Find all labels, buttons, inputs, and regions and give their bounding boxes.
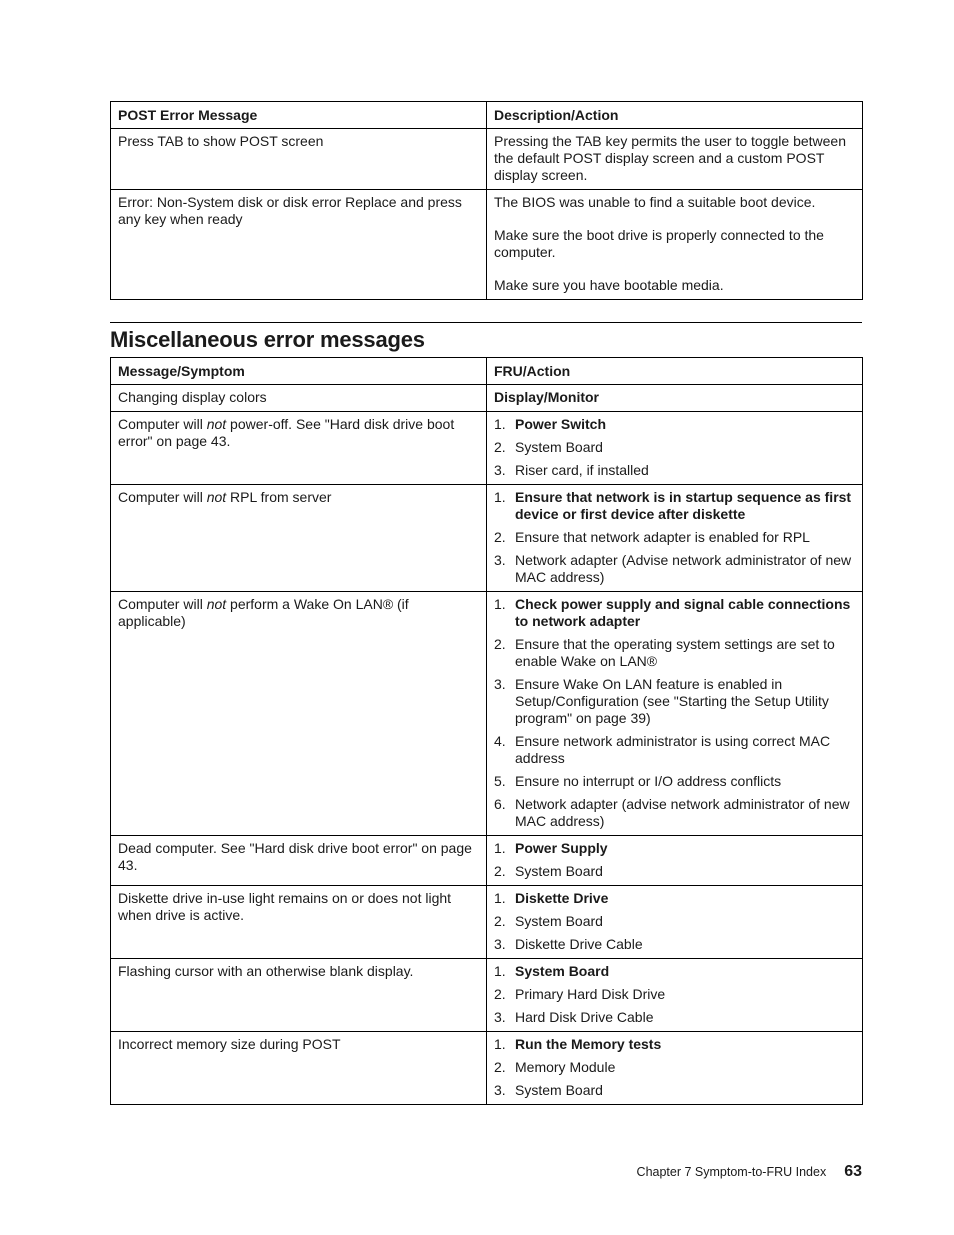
fru-action [487,412,863,485]
list-item [494,890,855,907]
description-action [487,129,863,190]
fru-list [494,489,855,586]
fru-list [494,596,855,830]
column-header: FRU/Action [487,358,863,385]
symptom-text: Diskette drive in-use light remains on or does not light when drive is active. [118,890,452,923]
list-item-text: Run the Memory tests [515,1036,662,1052]
list-item-text: Hard Disk Drive Cable [515,1009,654,1025]
list-item-number: 3. [494,552,506,568]
list-item-text: Ensure that network is in startup sequence as first device or first device after diskette [515,489,852,522]
list-item [494,596,855,630]
list-item-text: Network adapter (advise network administrator of new MAC address) [515,796,850,829]
table-row [111,129,863,190]
table-row [111,412,863,485]
page-number: 63 [844,1163,862,1180]
list-item-number: 6. [494,796,506,812]
list-item-number: 3. [494,1082,506,1098]
list-item [494,489,855,523]
list-item-number: 2. [494,986,506,1002]
list-item-number: 2. [494,863,506,879]
misc-error-table [110,357,863,1105]
list-item-text: System Board [515,439,603,455]
list-item-text: Power Switch [515,416,607,432]
list-item-number: 2. [494,636,506,652]
list-item-text: Diskette Drive Cable [515,936,643,952]
table-row [111,190,863,300]
symptom-text: power-off. See "Hard disk drive boot error" on page 43. [118,416,455,449]
message-symptom [111,886,487,959]
list-item [494,529,855,546]
fru-action [487,485,863,592]
column-header: POST Error Message [111,102,487,129]
column-header: Description/Action [487,102,863,129]
list-item-text: Ensure no interrupt or I/O address conflicts [515,773,782,789]
chapter-title: Chapter 7 Symptom-to-FRU Index [636,1165,827,1179]
section-title: Miscellaneous error messages [110,327,425,352]
emphasis-text: not [206,596,227,612]
message-symptom [111,592,487,836]
list-item-text: System Board [515,863,603,879]
table-row [111,385,863,412]
list-item [494,986,855,1003]
table-row [111,836,863,886]
table-row [111,592,863,836]
list-item [494,439,855,456]
message-symptom [111,836,487,886]
list-item-number: 3. [494,462,506,478]
list-item [494,963,855,980]
table-row [111,1032,863,1105]
message-symptom [111,485,487,592]
page-footer [637,1163,862,1181]
symptom-text: RPL from server [226,489,332,505]
list-item-text: System Board [515,913,603,929]
emphasis-text: not [206,489,227,505]
post-error-message: Error: Non-System disk or disk error Replace and press any key when ready [111,190,487,300]
symptom-text: perform a Wake On LAN® (if applicable) [118,596,409,629]
list-item [494,733,855,767]
symptom-text: Computer will [118,489,207,505]
list-item [494,913,855,930]
list-item [494,840,855,857]
description-paragraph: Make sure the boot drive is properly connected to the computer. [494,227,824,260]
fru-list [494,1036,855,1099]
fru-action-text: Display/Monitor [494,389,600,405]
list-item-text: Ensure that the operating system settings are set to enable Wake on LAN® [515,636,835,669]
list-item-number: 3. [494,676,506,692]
list-item-text: Riser card, if installed [515,462,649,478]
fru-action [487,836,863,886]
list-item-number: 1. [494,840,506,856]
message-symptom [111,1032,487,1105]
list-item-number: 2. [494,439,506,455]
list-item [494,1059,855,1076]
emphasis-text: not [206,416,227,432]
fru-action [487,886,863,959]
list-item [494,1036,855,1053]
table-row [111,485,863,592]
description-paragraph: Make sure you have bootable media. [494,277,724,293]
list-item [494,636,855,670]
list-item-text: Network adapter (Advise network administrator of new MAC address) [515,552,852,585]
post-error-table [110,101,863,300]
fru-list [494,890,855,953]
list-item [494,552,855,586]
list-item [494,796,855,830]
list-item-number: 1. [494,1036,506,1052]
list-item-text: System Board [515,963,610,979]
table-row [111,886,863,959]
list-item-number: 1. [494,596,506,612]
fru-list [494,416,855,479]
list-item-number: 2. [494,913,506,929]
fru-action [487,1032,863,1105]
symptom-text: Computer will [118,416,207,432]
list-item-text: Check power supply and signal cable connections to network adapter [515,596,851,629]
section-divider [110,322,862,323]
fru-action [487,959,863,1032]
list-item [494,676,855,727]
list-item-text: Ensure that network adapter is enabled for RPL [515,529,810,545]
description-paragraph: Pressing the TAB key permits the user to toggle between the default POST display screen and a custom POST display screen. [494,133,847,183]
list-item-text: System Board [515,1082,603,1098]
list-item [494,1009,855,1026]
list-item [494,936,855,953]
list-item-text: Primary Hard Disk Drive [515,986,666,1002]
list-item-number: 1. [494,416,506,432]
list-item-number: 3. [494,936,506,952]
message-symptom [111,412,487,485]
table-row [111,959,863,1032]
symptom-text: Incorrect memory size during POST [118,1036,341,1052]
symptom-text: Computer will [118,596,207,612]
description-paragraph: The BIOS was unable to find a suitable boot device. [494,194,816,210]
list-item-number: 2. [494,529,506,545]
list-item [494,773,855,790]
list-item-number: 3. [494,1009,506,1025]
fru-action [487,385,863,412]
symptom-text: Changing display colors [118,389,267,405]
table-header-row [111,358,863,385]
list-item-number: 5. [494,773,506,789]
list-item [494,416,855,433]
message-symptom [111,959,487,1032]
list-item-number: 1. [494,963,506,979]
list-item-number: 1. [494,890,506,906]
list-item-text: Memory Module [515,1059,616,1075]
list-item [494,462,855,479]
description-action [487,190,863,300]
list-item-text: Diskette Drive [515,890,609,906]
table-header-row [111,102,863,129]
list-item-text: Power Supply [515,840,608,856]
list-item-number: 2. [494,1059,506,1075]
symptom-text: Flashing cursor with an otherwise blank display. [118,963,414,979]
fru-list [494,963,855,1026]
list-item-text: Ensure Wake On LAN feature is enabled in Setup/Configuration (see "Starting the Setup Utility program" on page 39) [515,676,829,726]
fru-list [494,840,855,880]
list-item-text: Ensure network administrator is using correct MAC address [515,733,831,766]
column-header: Message/Symptom [111,358,487,385]
list-item-number: 1. [494,489,506,505]
post-error-message: Press TAB to show POST screen [111,129,487,190]
list-item [494,863,855,880]
list-item-number: 4. [494,733,506,749]
symptom-text: Dead computer. See "Hard disk drive boot error" on page 43. [118,840,472,873]
list-item [494,1082,855,1099]
fru-action [487,592,863,836]
message-symptom [111,385,487,412]
